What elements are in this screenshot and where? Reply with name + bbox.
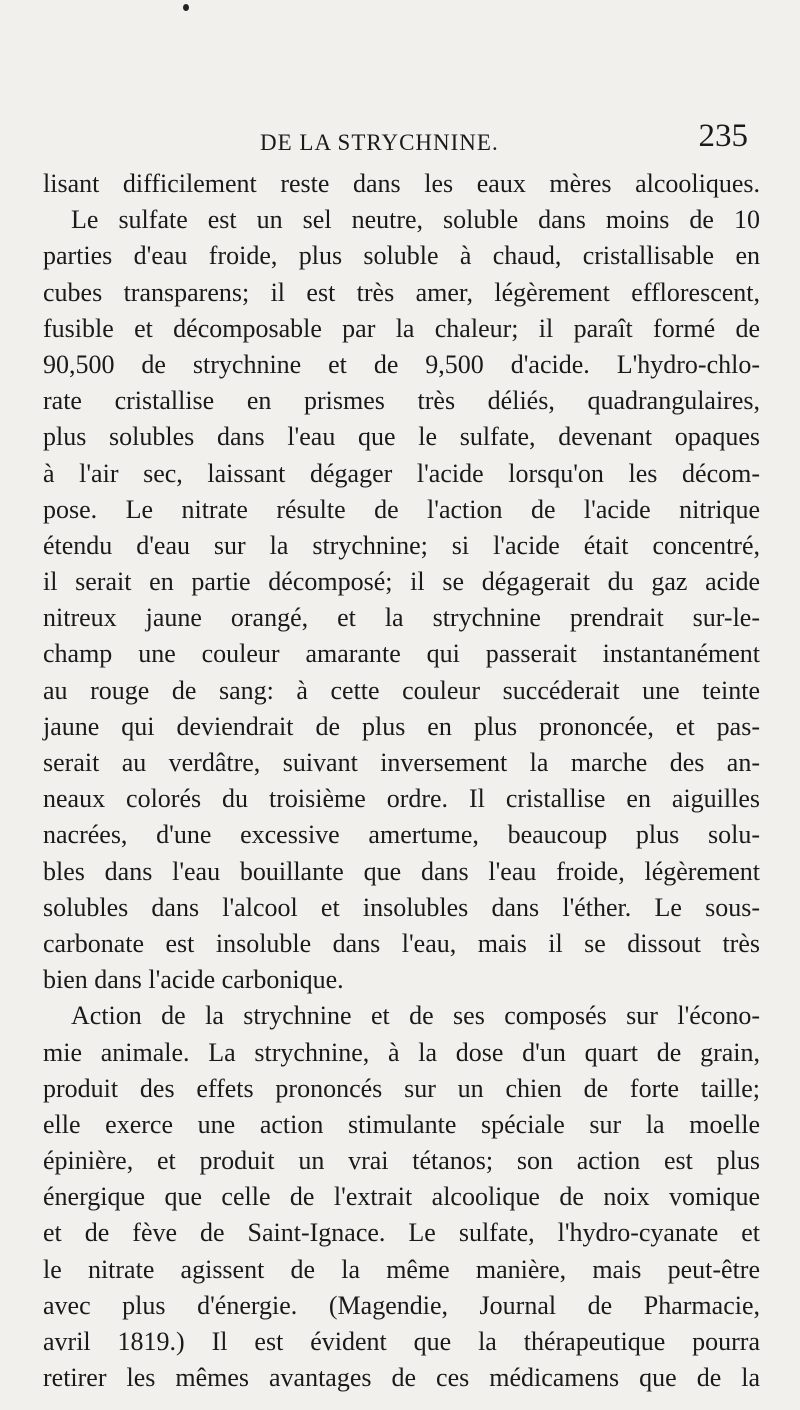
text-line: nitreux jaune orangé, et la strychnine prendrait sur-le- [43, 603, 760, 633]
text-line: étendu d'eau sur la strychnine; si l'acide était concentré, [43, 530, 760, 560]
text-line: pose. Le nitrate résulte de l'action de l'acide nitrique [43, 494, 760, 524]
text-line: au rouge de sang: à cette couleur succéderait une teinte [43, 675, 760, 705]
text-line: Le sulfate est un sel neutre, soluble dans moins de 10 [71, 205, 760, 235]
text-line: neaux colorés du troisième ordre. Il cristallise en aiguilles [43, 784, 760, 814]
text-line: plus solubles dans l'eau que le sulfate, devenant opaques [43, 422, 760, 452]
text-line: bien dans l'acide carbonique. [43, 965, 344, 995]
text-line: nacrées, d'une excessive amertume, beaucoup plus solu- [43, 820, 760, 850]
text-line: carbonate est insoluble dans l'eau, mais il se dissout très [43, 928, 760, 958]
text-line: 90,500 de strychnine et de 9,500 d'acide. L'hydro-chlo- [43, 349, 760, 379]
text-line: parties d'eau froide, plus soluble à chaud, cristallisable en [43, 241, 760, 271]
text-line: épinière, et produit un vrai tétanos; son action est plus [43, 1146, 760, 1176]
text-line: fusible et décomposable par la chaleur; il paraît formé de [43, 313, 760, 343]
text-line: et de fève de Saint-Ignace. Le sulfate, l'hydro-cyanate et [43, 1218, 760, 1248]
ink-speck [183, 4, 189, 11]
text-line: il serait en partie décomposé; il se dégagerait du gaz acide [43, 567, 760, 597]
text-line: énergique que celle de l'extrait alcoolique de noix vomique [43, 1182, 760, 1212]
text-line: solubles dans l'alcool et insolubles dans l'éther. Le sous- [43, 892, 760, 922]
text-line: Action de la strychnine et de ses composés sur l'écono- [71, 1001, 760, 1031]
text-line: avril 1819.) Il est évident que la thérapeutique pourra [43, 1327, 760, 1356]
text-line: produit des effets prononcés sur un chien de forte taille; [43, 1073, 760, 1103]
body-text [43, 166, 760, 1396]
text-line: mie animale. La strychnine, à la dose d'un quart de grain, [43, 1037, 760, 1067]
text-line: le nitrate agissent de la même manière, mais peut-être [43, 1254, 760, 1284]
text-line: à l'air sec, laissant dégager l'acide lorsqu'on les décom- [43, 458, 760, 488]
text-line: avec plus d'énergie. (Magendie, Journal de Pharmacie, [43, 1290, 760, 1320]
text-line: jaune qui deviendrait de plus en plus prononcée, et pas- [43, 711, 760, 741]
text-line: serait au verdâtre, suivant inversement la marche des an- [43, 748, 760, 777]
text-line: champ une couleur amarante qui passerait instantanément [43, 639, 760, 669]
text-line: lisant difficilement reste dans les eaux mères alcooliques. [43, 169, 760, 198]
page-number: 235 [698, 118, 748, 154]
text-line: elle exerce une action stimulante spéciale sur la moelle [43, 1109, 760, 1139]
text-line: rate cristallise en prismes très déliés, quadrangulaires, [43, 386, 760, 416]
text-line: retirer les mêmes avantages de ces médicamens que de la [43, 1363, 760, 1393]
text-line: bles dans l'eau bouillante que dans l'eau froide, légèrement [43, 856, 760, 886]
running-head: DE LA STRYCHNINE. [260, 130, 499, 155]
page-header [60, 118, 760, 162]
text-line: cubes transparens; il est très amer, légèrement efflorescent, [43, 277, 760, 307]
